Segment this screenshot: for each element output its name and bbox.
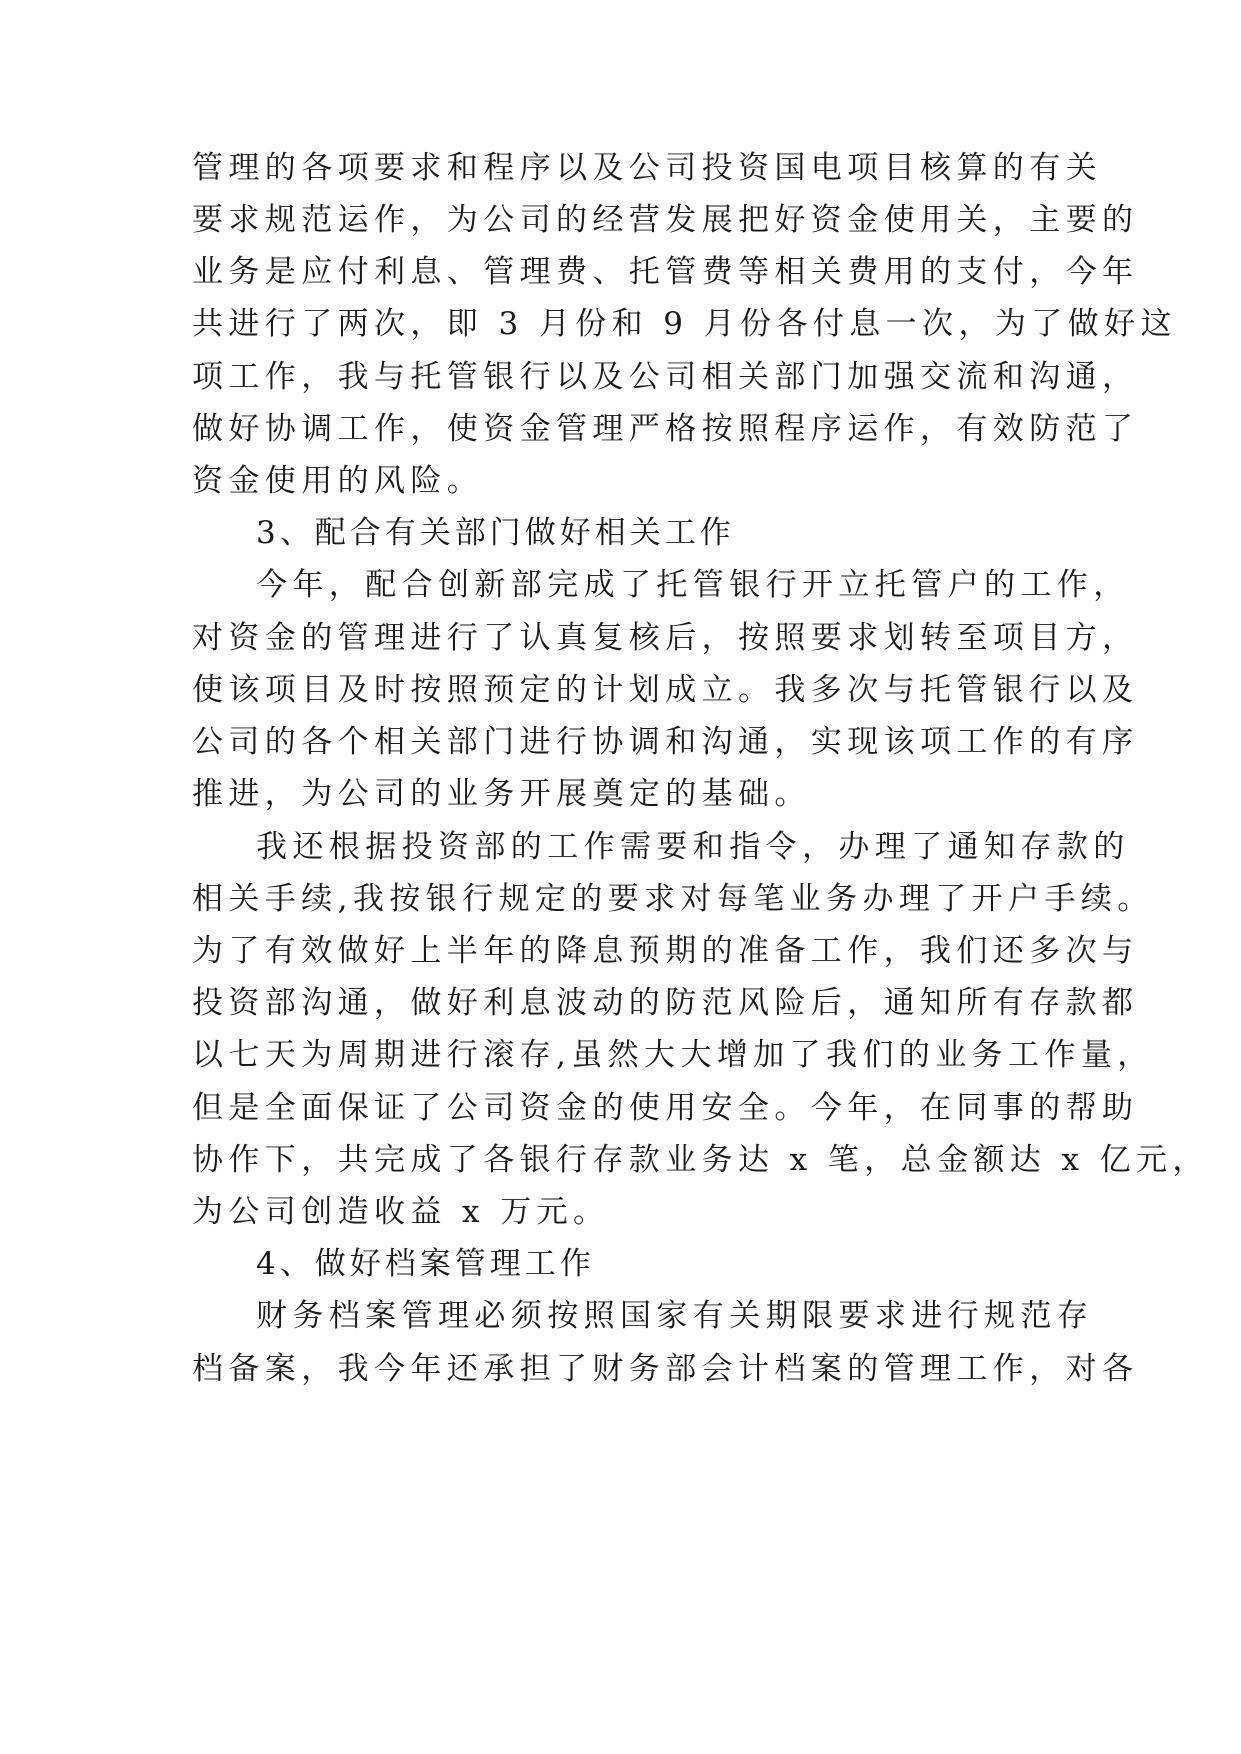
paragraph-line: 管理的各项要求和程序以及公司投资国电项目核算的有关 bbox=[192, 150, 1102, 186]
section-heading: 3、配合有关部门做好相关工作 bbox=[256, 515, 735, 551]
paragraph-line: 我还根据投资部的工作需要和指令，办理了通知存款的 bbox=[256, 829, 1130, 865]
paragraph-line: 使该项目及时按照预定的计划成立。我多次与托管银行以及 bbox=[192, 672, 1139, 708]
paragraph-line: 财务档案管理必须按照国家有关期限要求进行规范存 bbox=[256, 1298, 1094, 1334]
section-heading: 4、做好档案管理工作 bbox=[256, 1246, 595, 1282]
paragraph-line: 做好协调工作，使资金管理严格按照程序运作，有效防范了 bbox=[192, 411, 1139, 447]
paragraph-line: 对资金的管理进行了认真复核后，按照要求划转至项目方， bbox=[192, 620, 1139, 656]
paragraph-line: 业务是应付利息、管理费、托管费等相关费用的支付，今年 bbox=[192, 254, 1139, 290]
paragraph-line: 相关手续,我按银行规定的要求对每笔业务办理了开户手续。 bbox=[192, 881, 1154, 917]
paragraph-line: 投资部沟通，做好利息波动的防范风险后，通知所有存款都 bbox=[192, 985, 1139, 1021]
paragraph-line: 档备案，我今年还承担了财务部会计档案的管理工作，对各 bbox=[192, 1351, 1139, 1387]
paragraph-line: 资金使用的风险。 bbox=[192, 463, 484, 499]
paragraph-line: 公司的各个相关部门进行协调和沟通，实现该项工作的有序 bbox=[192, 724, 1139, 760]
paragraph-line: 为公司创造收益 x 万元。 bbox=[192, 1194, 610, 1230]
paragraph-line: 推进，为公司的业务开展奠定的基础。 bbox=[192, 776, 811, 812]
paragraph-line: 为了有效做好上半年的降息预期的准备工作，我们还多次与 bbox=[192, 933, 1139, 969]
paragraph-line: 共进行了两次，即 3 月份和 9 月份各付息一次，为了做好这 bbox=[192, 306, 1177, 342]
paragraph-line: 以七天为周期进行滚存,虽然大大增加了我们的业务工作量， bbox=[192, 1037, 1154, 1073]
paragraph-line: 项工作，我与托管银行以及公司相关部门加强交流和沟通， bbox=[192, 359, 1139, 395]
paragraph-line: 今年，配合创新部完成了托管银行开立托管户的工作， bbox=[256, 567, 1130, 603]
paragraph-line: 要求规范运作，为公司的经营发展把好资金使用关，主要的 bbox=[192, 202, 1139, 238]
paragraph-line: 但是全面保证了公司资金的使用安全。今年，在同事的帮助 bbox=[192, 1090, 1139, 1126]
paragraph-line: 协作下，共完成了各银行存款业务达 x 笔，总金额达 x 亿元， bbox=[192, 1142, 1209, 1178]
